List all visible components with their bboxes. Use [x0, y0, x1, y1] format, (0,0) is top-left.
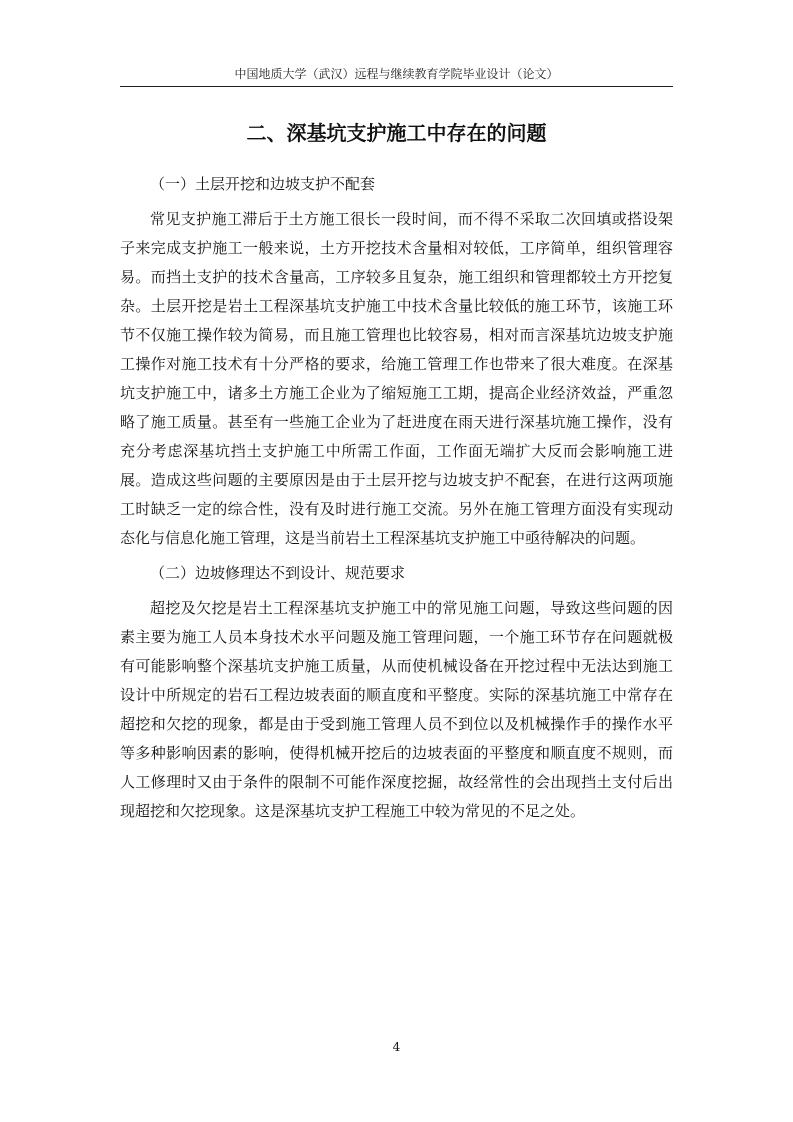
running-header: 中国地质大学（武汉）远程与继续教育学院毕业设计（论文）: [234, 67, 559, 81]
page-number: 4: [392, 1040, 401, 1054]
section-heading-1: （一）土层开挖和边坡支护不配套: [150, 175, 376, 193]
section-heading-2: （二）边坡修理达不到设计、规范要求: [150, 564, 406, 582]
section-paragraph-2: 超挖及欠挖是岩土工程深基坑支护施工中的常见施工问题，导致这些问题的因素主要为施工人员本身技术水平问题及施工管理问题，一个施工环节存在问题就极有可能影响整个深基坑支护施工质量，从而使机械设备在开挖过程中无法达到施工设计中所规定的岩石工程边坡表面的顺直度和平整度。实际的深基坑施工中常存在超挖和欠挖的现象，都是由于受到施工管理人员不到位以及机械操作手的操作水平等多种影响因素的影响，使得机械开挖后的边坡表面的平整度和顺直度不规则，而人工修理时又由于条件的限制不可能作深度挖掘，故经常性的会出现挡土支付后出现超挖和欠挖现象。这是深基坑支护工程施工中较为常见的不足之处。: [120, 599, 673, 820]
chapter-title: 二、深基坑支护施工中存在的问题: [246, 121, 547, 145]
header-divider: [120, 86, 673, 87]
section-paragraph-1: 常见支护施工滞后于土方施工很长一段时间，而不得不采取二次回填或搭设架子来完成支护施工一般来说，土方开挖技术含量相对较低，工序简单，组织管理容易。而挡土支护的技术含量高，工序较多且复杂，施工组织和管理都较土方开挖复杂。土层开挖是岩土工程深基坑支护施工中技术含量比较低的施工环节，该施工环节不仅施工操作较为简易，而且施工管理也比较容易，相对而言深基坑边坡支护施工操作对施工技术有十分严格的要求，给施工管理工作也带来了很大难度。在深基坑支护施工中，诸多土方施工企业为了缩短施工工期，提高企业经济效益，严重忽略了施工质量。甚至有一些施工企业为了赶进度在雨天进行深基坑施工操作，没有充分考虑深基坑挡土支护施工中所需工作面，工作面无端扩大反而会影响施工进展。造成这些问题的主要原因是由于土层开挖与边坡支护不配套，在进行这两项施工时缺乏一定的综合性，没有及时进行施工交流。另外在施工管理方面没有实现动态化与信息化施工管理，这是当前岩土工程深基坑支护施工中亟待解决的问题。: [120, 210, 673, 547]
body-content: [120, 170, 673, 826]
